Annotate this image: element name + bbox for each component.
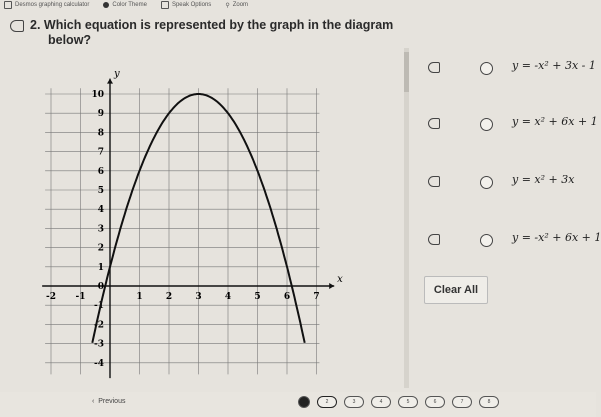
x-tick-label: 3	[195, 292, 202, 302]
calculator-icon	[4, 1, 12, 9]
x-tick-label: 5	[254, 292, 261, 302]
choice-1-speaker-icon[interactable]	[428, 62, 440, 73]
question-text-line1: 2. Which equation is represented by the graph in the diagram	[30, 18, 394, 32]
page-3-button[interactable]: 3	[344, 396, 364, 408]
choice-1-radio[interactable]	[480, 62, 493, 75]
desmos-tool[interactable]	[4, 1, 89, 9]
page-5-button[interactable]: 5	[398, 396, 418, 408]
page-8-button[interactable]: 8	[479, 396, 499, 408]
choice-4[interactable]	[428, 231, 601, 245]
page-4-button[interactable]: 4	[371, 396, 391, 408]
question-speaker-icon[interactable]	[10, 20, 24, 32]
x-tick-label: 7	[313, 292, 320, 302]
page-7-button[interactable]: 7	[452, 396, 472, 408]
choice-2-speaker-icon[interactable]	[428, 118, 440, 129]
choice-3-label: y = x² + 3x	[512, 173, 575, 186]
y-tick-label: 7	[97, 147, 104, 158]
y-tick-label: -3	[94, 339, 104, 350]
desmos-label: Desmos graphing calculator	[15, 2, 90, 8]
page-1-button[interactable]: 1	[298, 396, 310, 408]
x-tick-label: -2	[46, 292, 56, 302]
y-tick-label: -2	[94, 320, 104, 331]
clear-all-button[interactable]: Clear All	[424, 276, 488, 304]
speak-options-label: Speak Options	[171, 2, 212, 8]
parabola-graph	[46, 55, 343, 385]
y-tick-label: 8	[97, 128, 104, 139]
y-axis-label: y	[114, 68, 120, 80]
x-axis-arrow	[329, 283, 334, 289]
search-icon: ⚲	[225, 2, 230, 9]
zoom-label: Zoom	[232, 2, 249, 8]
speak-options-tool[interactable]	[161, 1, 211, 9]
y-axis-arrow	[107, 79, 113, 84]
choice-1-label: y = -x² + 3x - 1	[512, 59, 596, 72]
choice-1[interactable]	[428, 59, 596, 73]
y-tick-label: 4	[97, 205, 104, 216]
question-text-line2: below?	[48, 33, 92, 47]
x-tick-label: 2	[165, 292, 173, 302]
choice-4-speaker-icon[interactable]	[428, 234, 440, 245]
choice-3-speaker-icon[interactable]	[428, 176, 440, 187]
x-tick-label: -1	[75, 292, 86, 302]
x-tick-label: 6	[283, 292, 291, 302]
speaker-icon	[161, 1, 169, 9]
color-theme-label: Color Theme	[112, 2, 147, 8]
choice-3[interactable]	[428, 173, 575, 187]
y-tick-label: 0	[97, 282, 104, 292]
top-toolbar	[0, 0, 600, 10]
choice-4-radio[interactable]	[480, 234, 493, 247]
y-tick-label: -4	[94, 358, 104, 369]
color-theme-tool[interactable]	[103, 2, 147, 8]
previous-label: Previous	[98, 398, 126, 405]
y-tick-label: 6	[97, 166, 104, 177]
y-tick-label: 5	[97, 186, 104, 196]
previous-button[interactable]: ‹ Previous	[92, 398, 126, 405]
scrollbar-thumb[interactable]	[404, 52, 409, 92]
graph-figure	[46, 55, 343, 390]
page-6-button[interactable]: 6	[425, 396, 445, 408]
y-tick-label: -1	[94, 301, 104, 312]
choice-2-label: y = x² + 6x + 1	[512, 115, 598, 128]
page-2-button[interactable]: 2	[317, 396, 337, 408]
x-tick-label: 1	[136, 292, 143, 302]
choice-2-radio[interactable]	[480, 118, 493, 131]
choice-4-label: y = -x² + 6x + 1	[512, 231, 601, 244]
scrollbar-track[interactable]	[404, 48, 409, 388]
y-tick-label: 10	[91, 90, 104, 100]
x-tick-label: 4	[224, 292, 232, 302]
y-tick-label: 9	[97, 109, 104, 120]
choice-2[interactable]	[428, 115, 598, 129]
color-theme-icon	[103, 2, 109, 8]
y-tick-label: 2	[97, 243, 104, 254]
y-tick-label: 3	[97, 224, 104, 235]
page-navigator	[298, 396, 499, 408]
x-axis-label: x	[337, 274, 343, 285]
y-tick-label: 1	[97, 262, 104, 273]
zoom-tool[interactable]	[225, 2, 248, 9]
choice-3-radio[interactable]	[480, 176, 493, 189]
